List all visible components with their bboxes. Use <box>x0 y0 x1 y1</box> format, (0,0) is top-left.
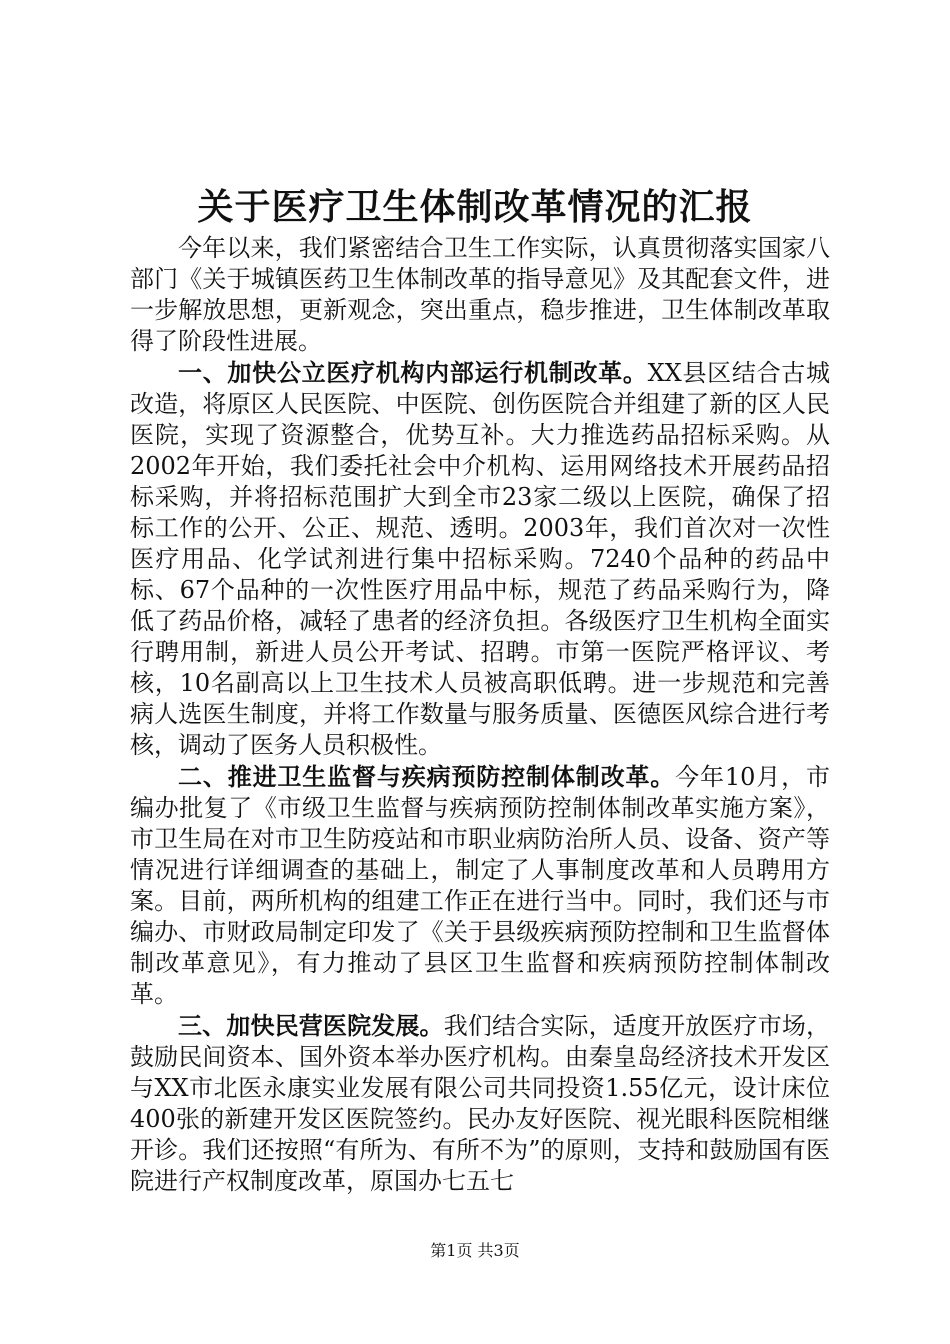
section-paragraph-2 <box>130 761 830 1010</box>
section-heading-2: 二、推进卫生监督与疾病预防控制体制改革。 <box>178 762 676 791</box>
intro-paragraph: 今年以来，我们紧密结合卫生工作实际，认真贯彻落实国家八部门《关于城镇医药卫生体制改革的指导意见》及其配套文件，进一步解放思想，更新观念，突出重点，稳步推进，卫生体制改革取得了阶段性进展。 <box>130 234 830 355</box>
document-body <box>130 233 830 1197</box>
section-heading-3: 三、加快民营医院发展。 <box>178 1011 444 1040</box>
document-title: 关于医疗卫生体制改革情况的汇报 <box>197 186 753 228</box>
section-heading-1: 一、加快公立医疗机构内部运行机制改革。 <box>178 358 648 387</box>
section-text-3: 我们结合实际，适度开放医疗市场，鼓励民间资本、国外资本举办医疗机构。由秦皇岛经济技术开发区与XX市北医永康实业发展有限公司共同投资1.55亿元，设计床位400张的新建开发区医院签约。民办友好医院、视光眼科医院相继开诊。我们还按照“有所为、有所不为”的原则，支持和鼓励国有医院进行产权制度改革，原国办七五七 <box>130 1012 831 1195</box>
page-number-footer: 第1页 共3页 <box>430 1241 520 1260</box>
section-paragraph-1 <box>130 357 830 761</box>
section-paragraph-3 <box>130 1010 830 1197</box>
section-text-1: XX县区结合古城改造，将原区人民医院、中医院、创伤医院合并组建了新的区人民医院，实现了资源整合，优势互补。大力推选药品招标采购。从2002年开始，我们委托社会中介机构、运用网络技术开展药品招标采购，并将招标范围扩大到全市23家二级以上医院，确保了招标工作的公开、公正、规范、透明。2003年，我们首次对一次性医疗用品、化学试剂进行集中招标采购。7240个品种的药品中标、67个品种的一次性医疗用品中标，规范了药品采购行为，降低了药品价格，减轻了患者的经济负担。各级医疗卫生机构全面实行聘用制，新进人员公开考试、招聘。市第一医院严格评议、考核，10名副高以上卫生技术人员被高职低聘。进一步规范和完善病人选医生制度，并将工作数量与服务质量、医德医风综合进行考核，调动了医务人员积极性。 <box>130 359 831 759</box>
section-text-2: 今年10月，市编办批复了《市级卫生监督与疾病预防控制体制改革实施方案》，市卫生局在对市卫生防疫站和市职业病防治所人员、设备、资产等情况进行详细调查的基础上，制定了人事制度改革和人员聘用方案。目前，两所机构的组建工作正在进行当中。同时，我们还与市编办、市财政局制定印发了《关于县级疾病预防控制和卫生监督体制改革意见》，有力推动了县区卫生监督和疾病预防控制体制改革。 <box>130 763 831 1008</box>
